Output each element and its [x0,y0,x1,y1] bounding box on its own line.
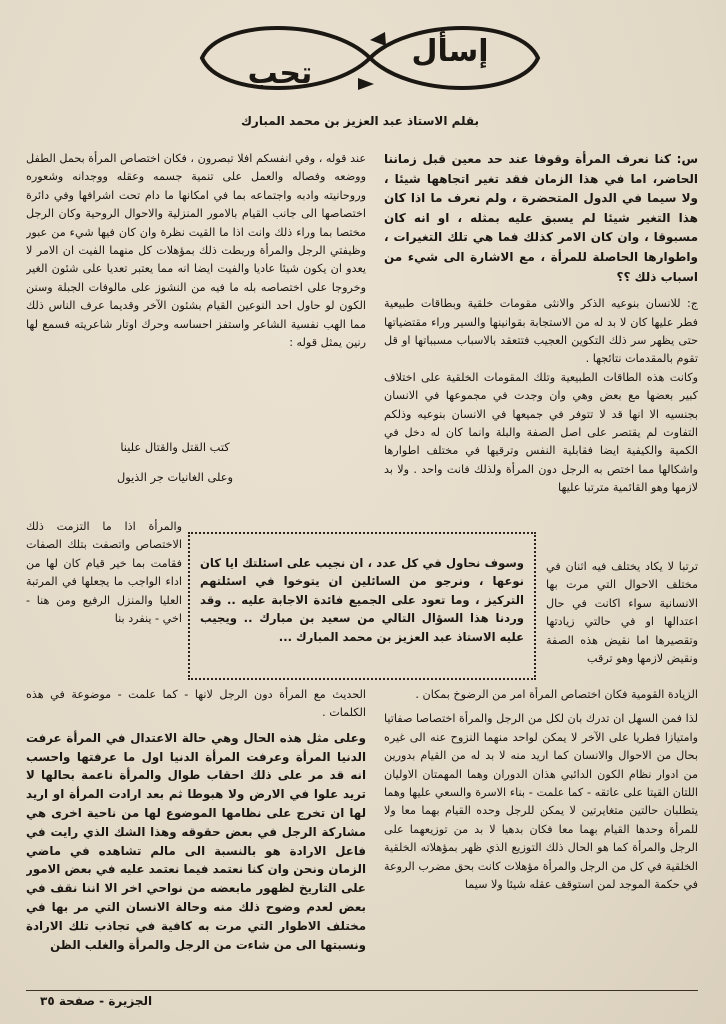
column-header [180,10,560,106]
right-column-narrow [546,558,698,676]
answer-paragraph-1: ج: للانسان بنوعيه الذكر والانثى مقومات خلقية وبطاقات طبيعية فطر عليها كان لا بد له من الاستجابة بقوانينها والسير وراء مقتضياتها حتى يظهر سر ذلك التكوين العجيب فتتعقد بالاسباب مسبباتها او قل تقوم بالمقدمات نتائجها . [384,297,698,366]
byline: بقلم الاستاذ عبد العزيز بن محمد المبارك [240,114,480,128]
poem-line-2: وعلى الغانيات جر الذيول [116,470,234,484]
right-column-top [384,150,698,560]
left-paragraph-4: وعلى مثل هذه الحال وهي حالة الاعتدال في المرأة عرفت الدنيا المرأة وعرفت المرأة الدنيا اول ما عرفتها واحسب انه قد مر على ذلك احقاب طوال والمرأة ناعمة بحالها لا تريد علوا في الارض ولا هبوطا ثم بعد ارادت المرأة او اريد لها ان تخرج على نظامها الموضوع لها من ناحية اخرى هي مشاركة الرجل في بعض حقوقه وهذا الشك الذي رايت في فاعل الارادة هو بالنسبة الى مالم تشاهده في ماضي الزمان ونحن وان كنا نعتمد فيما نعتمد عليه في بعض الامور على التاريخ لظهور مابعضه من نواحي اخر الا اننا نقف في بعض لعدم وضوح ذلك منه وحالة الانسان التي مر بها في مختلف الاطوار التي مرت به كافية في تجاذب تلك الارادة ونسبتها الى من شاءت من الرجل والمرأة والغلب الظن [26,730,366,952]
header-title-ask: إسأل [411,34,489,69]
left-paragraph-3: الحديث مع المرأة دون الرجل لانها - كما علمت - موضوعة في هذه الكلمات . [26,688,366,720]
answer-paragraph-2: وكانت هذه الطاقات الطبيعية وتلك المقومات الخلقية على اختلاف كبير بعضها مع بعض وهي وان وجدت في مجموعها في الانسان بجنسيه الا انها قد لا تتوفر في جميعها في الانسان بنوعيه وذلكم التفاوت لم يقتصر على اصل الصفة والبلة وانما كان له دخل في الكمية والكيفية ايضا فقابلية النفس وترقيها في مختلف اطوارها واشكالها مما اختص به الرجل دون المرأة ولذلك فانت واحد . ولا بد لازمها وهو القائمية مترتبا عليها [384,370,698,495]
answer-paragraph-3-continued: الزيادة القومية فكان اختصاص المرأة امر من الرضوخ بمكان . [415,688,698,701]
header-title-answer: تجب [247,56,313,91]
question-paragraph: س: كنا نعرف المرأة وقوفا عند حد معين قبل زماننا الحاضر، اما في هذا الزمان فقد تغير اتجاهها شيئا ، ولا سيما في الدول المتحضرة ، ولم نعرف ما اذا كان هذا التغير شيئا لم يسبق عليه بمثله ، او انه كان مسبوقا ، وان كان الامر كذلك فما هي تلك التغيرات ، واطوارها الحاصلة للمرأة ، مع الاشارة الى شيء من اسباب ذلك ؟؟ [384,152,698,284]
poem-line-1: كتب القتل والقتال علينا [120,440,230,454]
editor-note-text: وسوف نحاول في كل عدد ، ان نجيب على اسئلتك ايا كان نوعها ، ونرجو من السائلين ان يتوخوا في اسئلتهم التركيز ، وما تعود على الجميع فائدة الاجابة عليه .. وقد وردنا هذا السؤال التالي من سعيد بن مبارك .. ويجيب عليه الاستاذ عبد العزيز بن محمد المبارك ... [200,555,524,644]
left-paragraph-2: والمرأة اذا ما التزمت ذلك الاختصاص واتصفت بتلك الصفات فقامت بما خير قيام كان لها من اداء الواجب ما يجعلها في المرتبة العليا والمنزل الرفيع ومن هنا - اخي - ينفرد بنا [26,520,182,626]
footer-rule [26,990,698,991]
answer-paragraph-3: ترتبا لا يكاد يختلف فيه اثنان في مختلف الاحوال التي مرت بها الانسانية سواء اكانت في حال اعتدالها او في حالتي زيادتها وتقصيرها اما نقيض هذه الصفة ونقيض لازمها وهو ترقب [546,560,698,666]
editor-note-box [188,532,536,680]
answer-paragraph-4: لذا فمن السهل ان تدرك بان لكل من الرجل والمرأة اختصاصا صفاتيا وامتيازا فطريا على الآخر لا يمكن لواحد منهما النزوح عنه الى غيره بحال من الاحوال والانسان كما اريد منه لا بد له من القيام بدورين من ادوار نظام الكون الدائبي هذان الدوران وهما المهمتان الاوليان اللتان القيتا على عاتقه - كما علمت - بناء الاسرة والسعي عليها وهما يتطلبان حالتين متغايرتين لا يمكن للرجل وحده القيام بهما معا ولا للمرأة وحدها القيام بهما معا فكان بدهيا لا بد من توزيعهما على الرجل والمرأة كما هو الحال ذلك التوزيع الذي ظهر بمؤهلاته الخلقية الخلقية في كل من الرجل والمرأة مؤهلات كانت بحق مضرب الروعة في حكمة الموجد لمن استوقف عقله شيئا ولا سيما [384,712,698,892]
left-column-narrow [26,518,182,684]
left-paragraph-1: عند قوله ، وفي انفسكم افلا تبصرون ، فكان اختصاص المرأة بحمل الطفل ووضعه وفصاله والعمل على تنمية جسمه وعقله ووجدانه وشعوره وروحانيته وادبه واجتماعه بما في امكانها ما دام تحت اشرافها وفي دائرة اختصاصها الى جانب القيام بالامور المنزلية والاحوال الروحية وكان الرجل مختصا بما وراء ذلك وانت اذا ما القيت نظرة وان كان فيها شيء من عبور وظيفتي الرجل والمرأة وربطت ذلك بمؤهلات كل منهما الفيت ان الامر لا يعدو ان يكون شيئا عاديا والفيت ايضا انه مما يعتبر تعديا على شئون الغير وخروجا على اختصاصه بله ما فيه من النشوز على مالوفات الجبلة وسنن الكون لو حاول احد النوعين القيام بشئون الآخر وقديما عرف الناس ذلك مما الهب نفسية الشاعر واستفز احساسه وحرك اوتار شاعريته فسمع لها رنين يمثل قوله : [26,152,366,350]
left-column-bottom [26,686,366,988]
right-column-bottom [384,686,698,986]
left-column-top [26,150,366,436]
page-footer: الجزيرة - صفحة ٣٥ [40,994,153,1008]
